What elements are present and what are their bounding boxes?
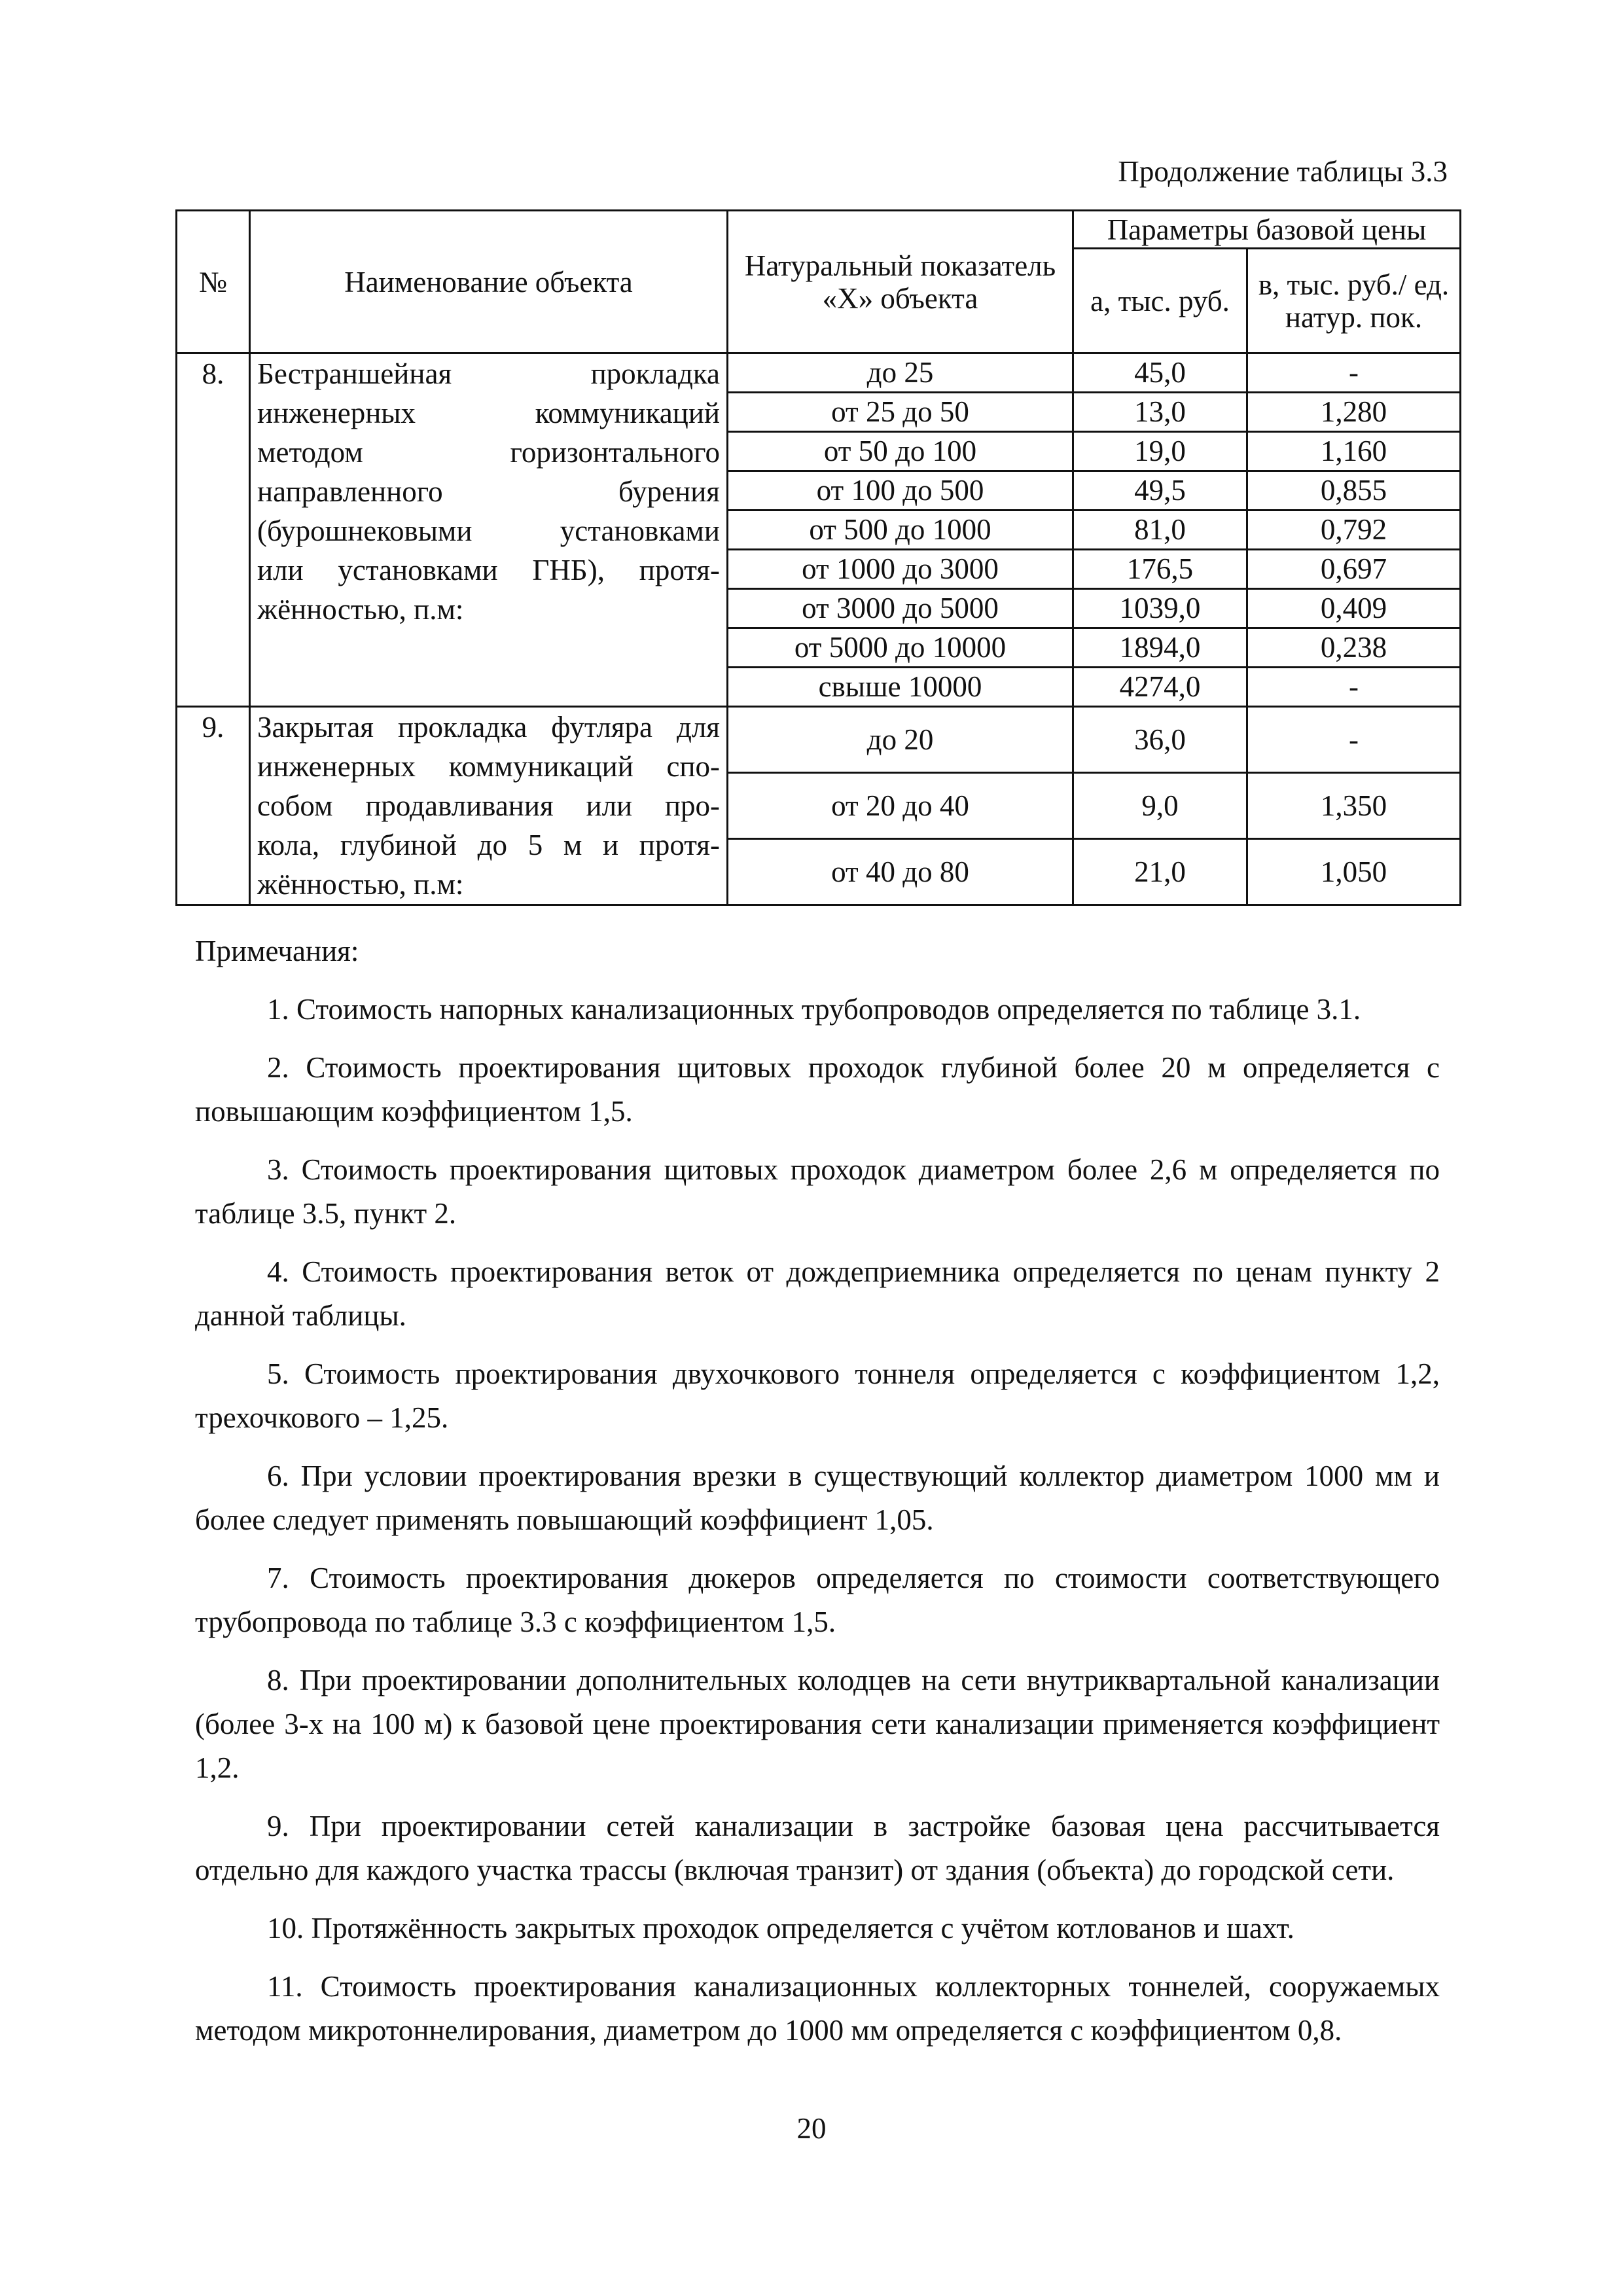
row-number: 9.: [177, 707, 250, 905]
indicator-cell: от 1000 до 3000: [728, 550, 1073, 589]
indicator-cell: от 40 до 80: [728, 839, 1073, 905]
indicator-cell: от 25 до 50: [728, 393, 1073, 432]
indicator-cell: до 25: [728, 353, 1073, 393]
note-item: 8. При проектировании дополнительных колодцев на сети внутриквартальной канализации (более 3-х на 100 м) к базовой цене проектирования сети канализации применяется коэффициент 1,2.: [195, 1664, 1440, 1784]
indicator-cell: до 20: [728, 707, 1073, 773]
table-row: [177, 353, 1461, 393]
notes-title: Примечания:: [195, 935, 359, 967]
object-name-line: кола, глубиной до 5 м и протя-: [257, 829, 720, 861]
notes-list: [195, 988, 1440, 2053]
price-a-cell: 176,5: [1073, 550, 1247, 589]
object-name: [250, 707, 728, 905]
price-b-cell: 1,350: [1247, 773, 1461, 839]
object-name-line: жённостью, п.м:: [257, 593, 464, 626]
object-name-line: собом продавливания или про-: [257, 789, 720, 822]
note-item: 10. Протяжённость закрытых проходок определяется с учётом котлованов и шахт.: [267, 1912, 1294, 1945]
note-item: 1. Стоимость напорных канализационных трубопроводов определяется по таблице 3.1.: [267, 993, 1361, 1026]
price-a-cell: 13,0: [1073, 393, 1247, 432]
price-b-cell: 0,855: [1247, 471, 1461, 511]
table-caption: Продолжение таблицы 3.3: [1118, 155, 1448, 188]
price-a-cell: 19,0: [1073, 432, 1247, 471]
price-a-cell: 1039,0: [1073, 589, 1247, 628]
indicator-cell: от 3000 до 5000: [728, 589, 1073, 628]
indicator-cell: от 50 до 100: [728, 432, 1073, 471]
price-a-cell: 36,0: [1073, 707, 1247, 773]
row-number: 8.: [177, 353, 250, 707]
note-item: 9. При проектировании сетей канализации в застройке базовая цена рассчитывается отдельно для каждого участка трассы (включая транзит) от здания (объекта) до городской сети.: [195, 1810, 1440, 1886]
price-b-cell: 1,160: [1247, 432, 1461, 471]
price-b-cell: 0,697: [1247, 550, 1461, 589]
note-item: 3. Стоимость проектирования щитовых проходок диаметром более 2,6 м определяется по таблице 3.5, пункт 2.: [195, 1153, 1440, 1230]
object-name-line: Бестраншейная прокладка: [257, 357, 720, 390]
indicator-cell: от 500 до 1000: [728, 511, 1073, 550]
price-b-cell: 1,280: [1247, 393, 1461, 432]
price-b-cell: -: [1247, 707, 1461, 773]
note-item: 5. Стоимость проектирования двухочкового тоннеля определяется с коэффициентом 1,2, трехочкового – 1,25.: [195, 1357, 1440, 1434]
price-a-cell: 4274,0: [1073, 668, 1247, 707]
indicator-cell: от 5000 до 10000: [728, 628, 1073, 668]
note-item: 6. При условии проектирования врезки в существующий коллектор диаметром 1000 мм и более следует применять повышающий коэффициент 1,05.: [195, 1460, 1440, 1536]
object-name-line: инженерных коммуникаций: [257, 397, 720, 429]
price-table: [175, 209, 1461, 906]
header-num: №: [177, 211, 250, 353]
header-indicator: Натуральный показатель «Х» объекта: [728, 211, 1073, 353]
object-name-line: методом горизонтального: [257, 436, 720, 469]
price-b-cell: 1,050: [1247, 839, 1461, 905]
indicator-cell: от 100 до 500: [728, 471, 1073, 511]
price-b-cell: 0,409: [1247, 589, 1461, 628]
table-row: [177, 707, 1461, 773]
header-b: в, тыс. руб./ ед. натур. пок.: [1247, 249, 1461, 353]
price-a-cell: 1894,0: [1073, 628, 1247, 668]
header-params: Параметры базовой цены: [1073, 211, 1461, 249]
object-name-line: направленного бурения: [257, 475, 720, 508]
object-name-line: инженерных коммуникаций спо-: [257, 750, 720, 783]
object-name-line: жённостью, п.м:: [257, 868, 464, 901]
note-item: 7. Стоимость проектирования дюкеров определяется по стоимости соответствующего трубопровода по таблице 3.3 с коэффициентом 1,5.: [195, 1562, 1440, 1638]
indicator-cell: от 20 до 40: [728, 773, 1073, 839]
price-b-cell: 0,792: [1247, 511, 1461, 550]
object-name-line: или установками ГНБ), протя-: [257, 554, 720, 586]
price-a-cell: 49,5: [1073, 471, 1247, 511]
notes-section: [195, 929, 1440, 2067]
object-name-line: Закрытая прокладка футляра для: [257, 711, 720, 744]
price-a-cell: 9,0: [1073, 773, 1247, 839]
price-b-cell: 0,238: [1247, 628, 1461, 668]
page-number: 20: [796, 2112, 827, 2145]
price-a-cell: 45,0: [1073, 353, 1247, 393]
header-a: а, тыс. руб.: [1073, 249, 1247, 353]
object-name: [250, 353, 728, 707]
header-name: Наименование объекта: [250, 211, 728, 353]
price-a-cell: 21,0: [1073, 839, 1247, 905]
object-name-line: (бурошнековыми установками: [257, 514, 720, 547]
price-b-cell: -: [1247, 668, 1461, 707]
indicator-cell: свыше 10000: [728, 668, 1073, 707]
price-a-cell: 81,0: [1073, 511, 1247, 550]
price-b-cell: -: [1247, 353, 1461, 393]
note-item: 4. Стоимость проектирования веток от дождеприемника определяется по ценам пункту 2 данной таблицы.: [195, 1255, 1440, 1332]
note-item: 2. Стоимость проектирования щитовых проходок глубиной более 20 м определяется с повышающим коэффициентом 1,5.: [195, 1051, 1440, 1128]
note-item: 11. Стоимость проектирования канализационных коллекторных тоннелей, сооружаемых методом микротоннелирования, диаметром до 1000 мм определяется с коэффициентом 0,8.: [195, 1970, 1440, 2047]
